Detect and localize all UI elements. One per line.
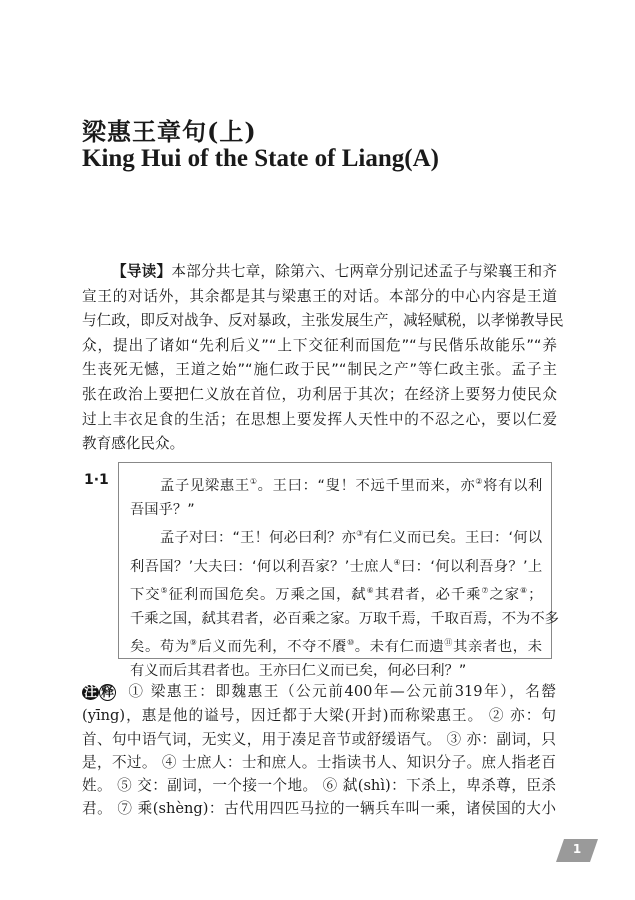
intro-line: 教育感化民众。 bbox=[82, 435, 185, 453]
note-line: 姓。 ⑤ 交：副词，一个接一个地。 ⑥ 弑(shì)：下杀上，卑杀尊，臣杀 bbox=[82, 777, 556, 795]
text-line: 利吾国？’大夫曰：‘何以利吾家？’士庶人④曰：‘何以利吾身？’上 bbox=[130, 557, 543, 575]
text-line: 孟子对曰：“王！何必曰利？亦③有仁义而已矣。王曰：‘何以 bbox=[160, 529, 543, 547]
page-number: 1 bbox=[572, 842, 582, 856]
footnote-marker: ③ bbox=[356, 529, 364, 539]
notes-badge-a: 注 bbox=[84, 685, 98, 700]
text-line: 矣。苟为⑨后义而先利，不夺不餍⑩。未有仁而遗⑪其亲者也，未 bbox=[130, 638, 542, 656]
intro-line: 与仁政，即反对战争、反对暴政，主张发展生产，减轻赋税，以孝悌教导民 bbox=[82, 312, 564, 330]
text-line: 孟子见梁惠王①。王曰：“叟！不远千里而来，亦②将有以利 bbox=[160, 477, 543, 494]
footnote-marker: ⑨ bbox=[189, 638, 198, 648]
footnote-marker: ⑪ bbox=[444, 638, 454, 648]
intro-line: 过上丰衣足食的生活；在思想上要发挥人天性中的不忍之心，要以仁爱 bbox=[82, 410, 557, 428]
section-number: 1·1 bbox=[84, 472, 109, 488]
text-line: 下交⑤征利而国危矣。万乘之国，弑⑥其君者，必千乘⑦之家⑧； bbox=[130, 585, 543, 603]
annotations bbox=[82, 680, 556, 821]
footnote-marker: ⑦ bbox=[481, 585, 490, 595]
note-line-text: ① 梁惠王：即魏惠王（公元前400年—公元前319年），名罃 bbox=[128, 683, 556, 700]
chapter-title-chinese: 梁惠王章句(上) bbox=[82, 117, 257, 146]
intro-paragraph bbox=[82, 260, 564, 457]
footnote-marker: ④ bbox=[393, 557, 402, 567]
footnote-marker: ⑤ bbox=[160, 585, 169, 595]
original-text bbox=[130, 470, 559, 684]
note-line: 首、句中语气词，无实义，用于凑足音节或舒缓语气。 ③ 亦：副词，只 bbox=[82, 730, 556, 748]
text-line: 有义而后其君者也。王亦曰仁义而已矣，何必曰利？” bbox=[130, 663, 467, 680]
footnote-marker: ⑧ bbox=[519, 585, 529, 595]
note-line: 是，不过。 ④ 士庶人：士和庶人。士指读书人、知识分子。庶人指老百 bbox=[82, 753, 556, 771]
note-line bbox=[82, 680, 556, 704]
notes-badge-icon bbox=[82, 681, 116, 704]
page-number-badge bbox=[556, 839, 598, 862]
intro-line bbox=[82, 260, 557, 285]
footnote-marker: ⑥ bbox=[366, 585, 375, 595]
notes-badge-b: 释 bbox=[101, 685, 115, 700]
footnote-marker: ② bbox=[475, 477, 484, 486]
intro-line: 张在政治上要把仁义放在首位，功利居于其次；在经济上要努力使民众 bbox=[82, 385, 557, 403]
footnote-marker: ⑩ bbox=[346, 638, 355, 648]
intro-line: 宣王的对话外，其余都是其与梁惠王的对话。本部分的中心内容是王道 bbox=[82, 287, 557, 305]
text-line: 吾国乎？” bbox=[130, 502, 195, 519]
intro-line-text: 本部分共七章，除第六、七两章分别记述孟子与梁襄王和齐 bbox=[171, 263, 557, 280]
text-line: 千乘之国，弑其君者，必百乘之家。万取千焉，千取百焉，不为不多 bbox=[130, 611, 559, 628]
note-line: 君。 ⑦ 乘(shèng)：古代用四匹马拉的一辆兵车叫一乘，诸侯国的大小 bbox=[82, 800, 556, 818]
chapter-title-english: King Hui of the State of Liang(A) bbox=[82, 145, 439, 172]
footnote-marker: ① bbox=[249, 477, 258, 486]
intro-line: 众，提出了诸如“先利后义”“上下交征利而国危”“与民偕乐故能乐”“养 bbox=[82, 336, 557, 354]
intro-lead-label: 【导读】 bbox=[112, 263, 172, 280]
note-line: (yīng)，惠是他的谥号，因迁都于大梁(开封)而称梁惠王。 ② 亦：句 bbox=[82, 707, 556, 725]
intro-line: 生丧死无憾，王道之始”“施仁政于民”“制民之产”等仁政主张。孟子主 bbox=[82, 361, 557, 379]
